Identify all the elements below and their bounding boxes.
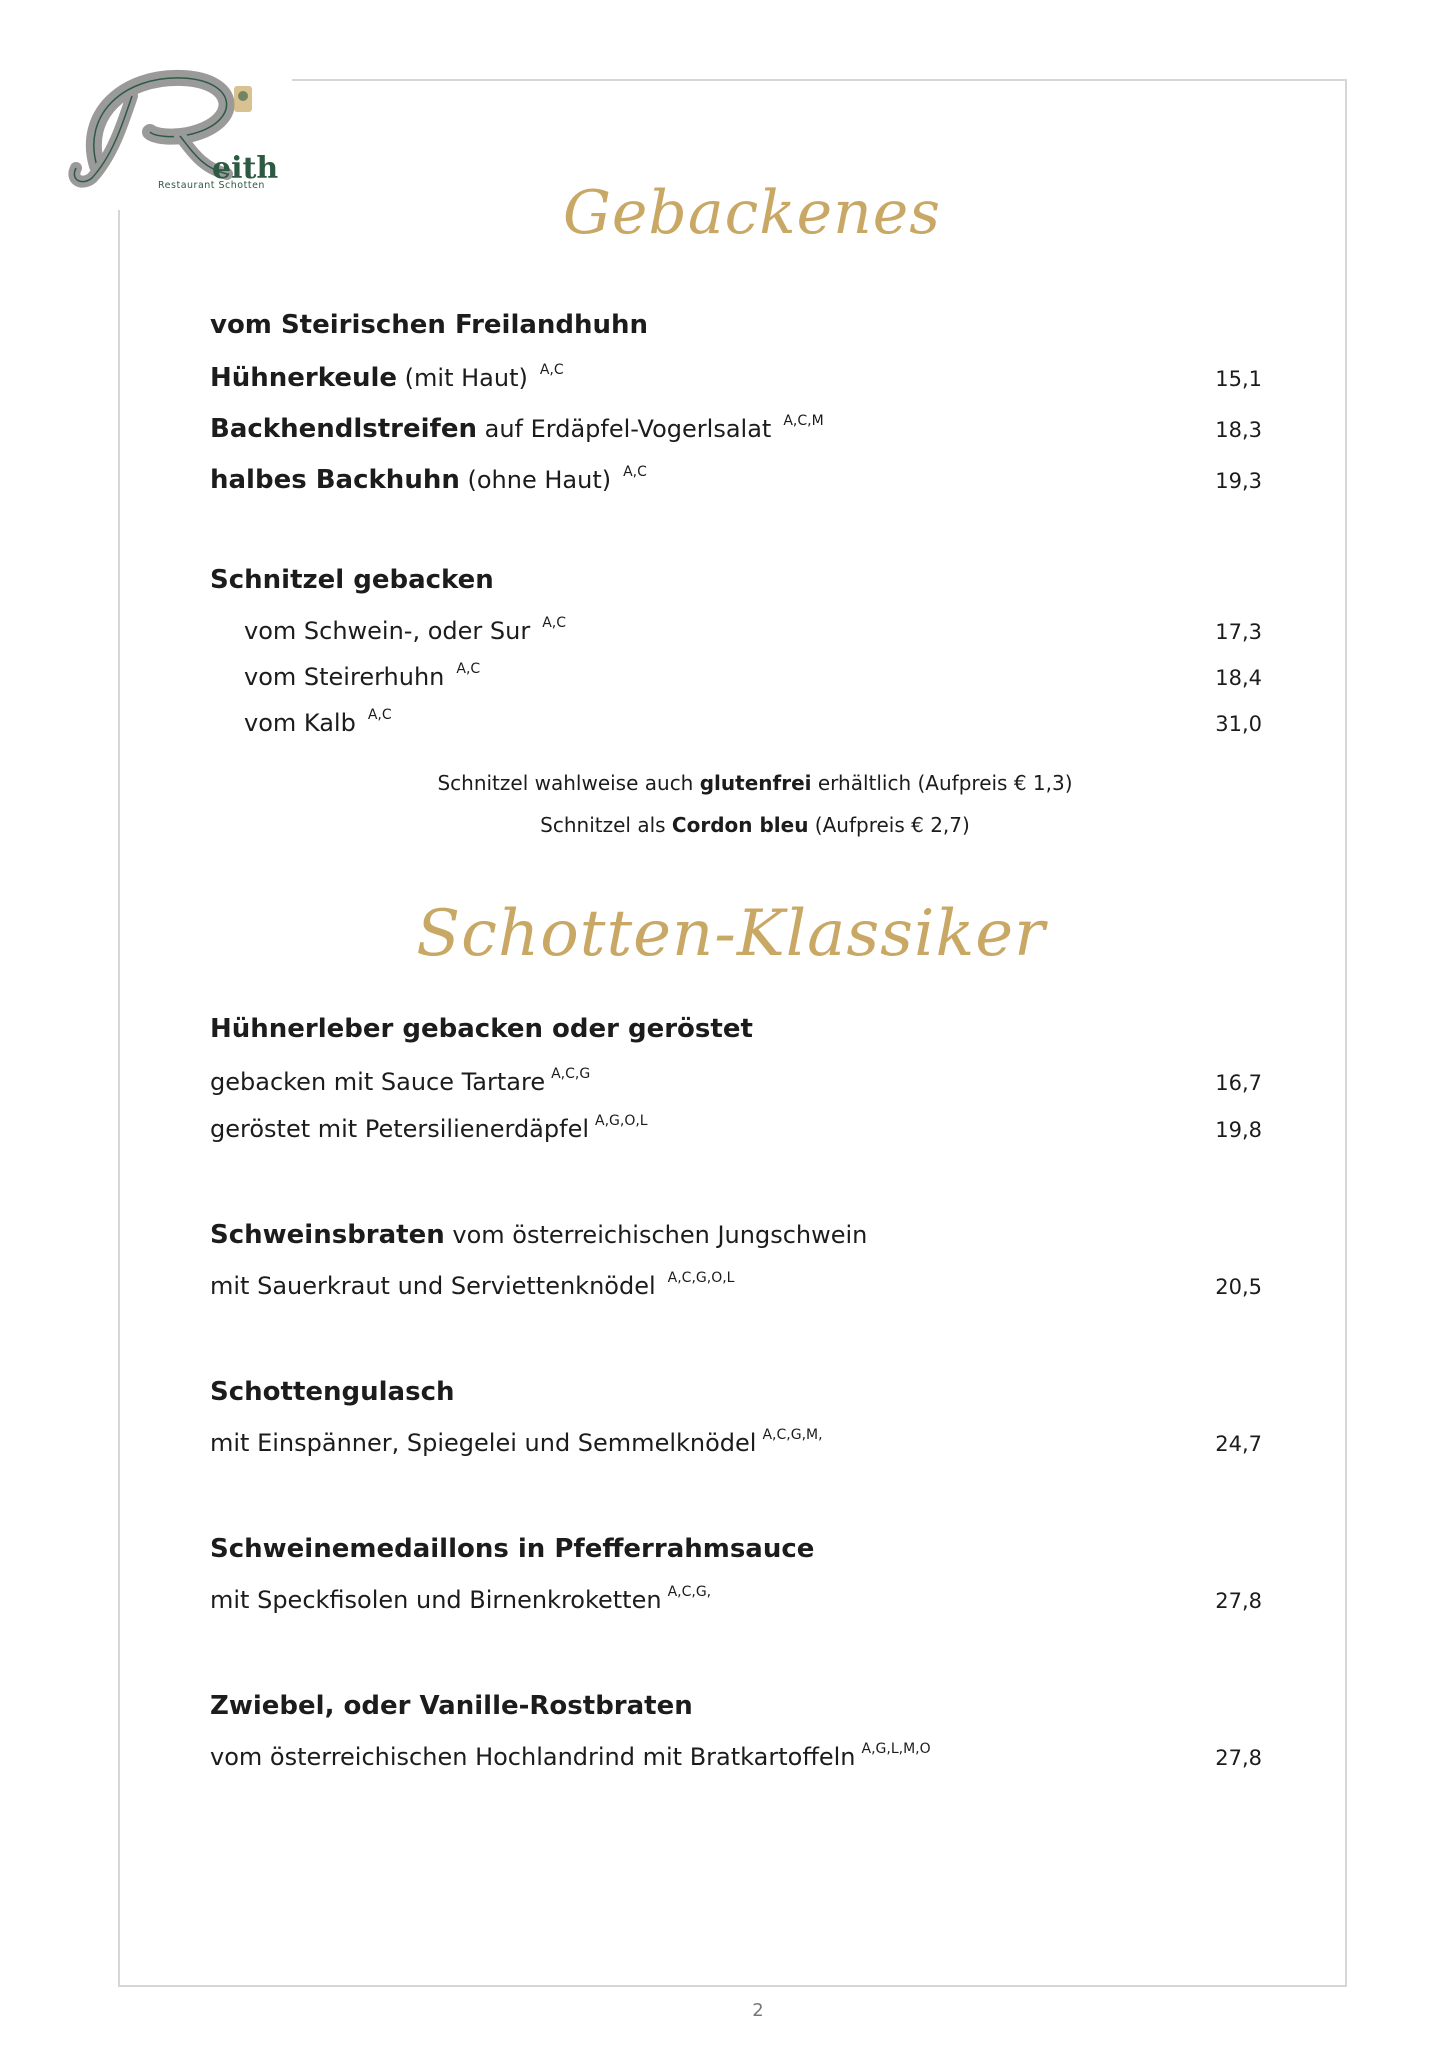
allergen-codes: A,C,G,	[667, 1584, 712, 1600]
group-heading: Zwiebel, oder Vanille-Rostbraten	[210, 1691, 693, 1721]
allergen-codes: A,C	[542, 615, 567, 631]
group-heading: Hühnerleber gebacken oder geröstet	[210, 1014, 753, 1044]
menu-item	[244, 615, 1262, 645]
allergen-codes: A,G,L,M,O	[861, 1741, 931, 1757]
allergen-codes: A,C	[623, 464, 647, 480]
item-text: Backhendlstreifen auf Erdäpfel-Vogerlsalat $^{A,C,M}$	[210, 413, 824, 444]
item-text: vom Schwein-, oder Sur $^{A,C}$	[244, 615, 567, 645]
item-text: vom Kalb $^{A,C}$	[244, 707, 392, 737]
item-text: mit Einspänner, Spiegelei und Semmelknödel $^{A,C,G,M,}$	[210, 1427, 823, 1457]
note-glutenfree: Schnitzel wahlweise auch glutenfrei erhältlich (Aufpreis € 1,3)	[437, 771, 1073, 795]
item-text: gebacken mit Sauce Tartare $^{A,C,G}$	[210, 1066, 591, 1096]
menu-item	[210, 413, 1262, 444]
group-heading: Schweinemedaillons in Pfefferrahmsauce	[210, 1534, 815, 1564]
menu-item	[210, 362, 1262, 393]
item-price: 31,0	[1215, 712, 1262, 736]
note-cordon-bleu: Schnitzel als Cordon bleu (Aufpreis € 2,7)	[540, 813, 970, 837]
group-heading: Schweinsbraten vom österreichischen Jungschwein	[210, 1220, 868, 1250]
menu-item	[210, 464, 1262, 495]
item-price: 20,5	[1215, 1275, 1262, 1299]
item-price: 19,8	[1215, 1118, 1262, 1142]
item-text: Hühnerkeule (mit Haut) $^{A,C}$	[210, 362, 564, 393]
logo-name: eith	[212, 151, 279, 186]
allergen-codes: A,C,G,O,L	[667, 1270, 735, 1286]
item-price: 18,4	[1215, 666, 1262, 690]
logo-graphic	[62, 56, 282, 196]
page-number: 2	[752, 2000, 764, 2021]
group-heading: vom Steirischen Freilandhuhn	[210, 310, 649, 340]
item-text: vom Steirerhuhn $^{A,C}$	[244, 661, 481, 691]
crest-icon	[234, 86, 252, 112]
group-heading: Schottengulasch	[210, 1377, 455, 1407]
group-heading: Schnitzel gebacken	[210, 565, 494, 595]
allergen-codes: A,C	[367, 707, 392, 723]
item-price: 15,1	[1215, 367, 1262, 391]
allergen-codes: A,C,M	[783, 413, 824, 429]
allergen-codes: A,C	[456, 661, 481, 677]
allergen-codes: A,G,O,L	[595, 1113, 648, 1129]
menu-item	[210, 1427, 1262, 1457]
item-price: 18,3	[1215, 418, 1262, 442]
item-text: mit Speckfisolen und Birnenkroketten $^{A,C,G,}$	[210, 1584, 712, 1614]
item-price: 17,3	[1215, 620, 1262, 644]
item-price: 24,7	[1215, 1432, 1262, 1456]
allergen-codes: A,C	[539, 362, 564, 378]
menu-item	[210, 1584, 1262, 1614]
section-title-schotten-klassiker: Schotten-Klassiker	[416, 897, 1046, 971]
logo-subtitle: Restaurant Schotten	[158, 180, 265, 191]
item-text: mit Sauerkraut und Serviettenknödel $^{A,C,G,O,L}$	[210, 1270, 735, 1300]
menu-item	[210, 1270, 1262, 1300]
item-text: vom österreichischen Hochlandrind mit Bratkartoffeln $^{A,G,L,M,O}$	[210, 1741, 931, 1771]
item-price: 27,8	[1215, 1589, 1262, 1613]
item-text: halbes Backhuhn (ohne Haut) $^{A,C}$	[210, 464, 647, 495]
allergen-codes: A,C,G	[551, 1066, 591, 1082]
menu-item	[210, 1113, 1262, 1143]
item-price: 19,3	[1215, 469, 1262, 493]
menu-item	[244, 661, 1262, 691]
item-price: 27,8	[1215, 1746, 1262, 1770]
item-price: 16,7	[1215, 1071, 1262, 1095]
section-title-gebackenes: Gebackenes	[562, 178, 942, 248]
menu-item	[210, 1066, 1262, 1096]
menu-item	[210, 1741, 1262, 1771]
restaurant-logo	[62, 56, 282, 196]
allergen-codes: A,C,G,M,	[762, 1427, 823, 1443]
menu-item	[244, 707, 1262, 737]
item-text: geröstet mit Petersilienerdäpfel $^{A,G,O,L}$	[210, 1113, 648, 1143]
